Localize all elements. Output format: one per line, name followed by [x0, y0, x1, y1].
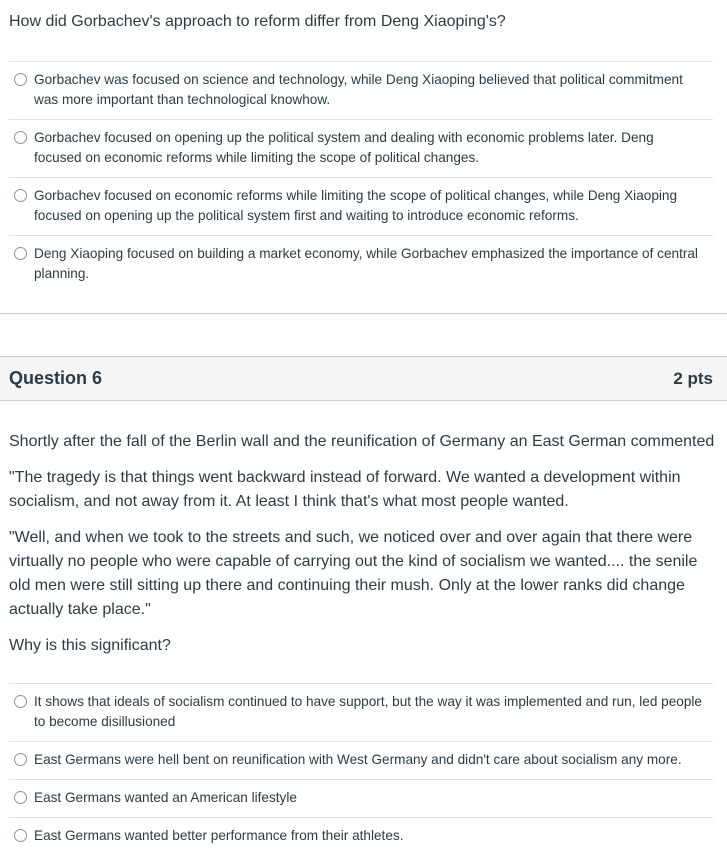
question-6-header [0, 356, 727, 401]
radio-button[interactable] [14, 189, 27, 202]
answer-option[interactable] [9, 779, 713, 817]
question-divider [0, 313, 727, 314]
question-paragraph: Shortly after the fall of the Berlin wall and the reunification of Germany an East German commented [9, 433, 715, 450]
question-points: 2 pts [673, 369, 713, 388]
radio-button[interactable] [14, 695, 27, 708]
answer-label: It shows that ideals of socialism continued to have support, but the way it was implemented and run, led people to become disillusioned [34, 694, 702, 729]
question-title: Question 6 [9, 368, 103, 388]
answer-label: Gorbachev focused on opening up the political system and dealing with economic problems later. Deng focused on economic reforms while limiting the scope of political changes. [34, 130, 654, 165]
question-paragraph: Why is this significant? [9, 637, 171, 654]
answer-option[interactable] [9, 683, 713, 741]
question-paragraph: "Well, and when we took to the streets and such, we noticed over and over again that there were virtually no people who were capable of carrying out the kind of socialism we wanted.... the senile old men were still sitting up there and continuing their mush. Only at the lower ranks did change actually take place." [9, 529, 698, 618]
answer-option[interactable] [9, 741, 713, 779]
answer-label: East Germans wanted an American lifestyle [34, 790, 297, 805]
radio-button[interactable] [14, 73, 27, 86]
answer-label: East Germans wanted better performance from their athletes. [34, 828, 404, 843]
answer-option[interactable] [9, 817, 713, 855]
answer-label: Gorbachev focused on economic reforms while limiting the scope of political changes, while Deng Xiaoping focused on opening up the political system first and waiting to introduce economic reforms. [34, 188, 678, 223]
question-5-text: How did Gorbachev's approach to reform differ from Deng Xiaoping's? [9, 13, 506, 30]
answer-option[interactable] [9, 61, 713, 119]
question-6-text [9, 430, 719, 670]
answer-option[interactable] [9, 177, 713, 235]
radio-button[interactable] [14, 829, 27, 842]
answer-label: Deng Xiaoping focused on building a market economy, while Gorbachev emphasized the importance of central planning. [34, 246, 698, 281]
answer-option[interactable] [9, 119, 713, 177]
answer-label: East Germans were hell bent on reunification with West Germany and didn't care about socialism any more. [34, 752, 682, 767]
question-paragraph: "The tragedy is that things went backward instead of forward. We wanted a development within socialism, and not away from it. At least I think that's what most people wanted. [9, 469, 681, 510]
radio-button[interactable] [14, 791, 27, 804]
question-5-answers [9, 61, 713, 293]
radio-button[interactable] [14, 247, 27, 260]
answer-option[interactable] [9, 235, 713, 293]
radio-button[interactable] [14, 753, 27, 766]
question-6-answers [9, 683, 713, 855]
answer-label: Gorbachev was focused on science and technology, while Deng Xiaoping believed that political commitment was more important than technological knowhow. [34, 72, 683, 107]
radio-button[interactable] [14, 131, 27, 144]
